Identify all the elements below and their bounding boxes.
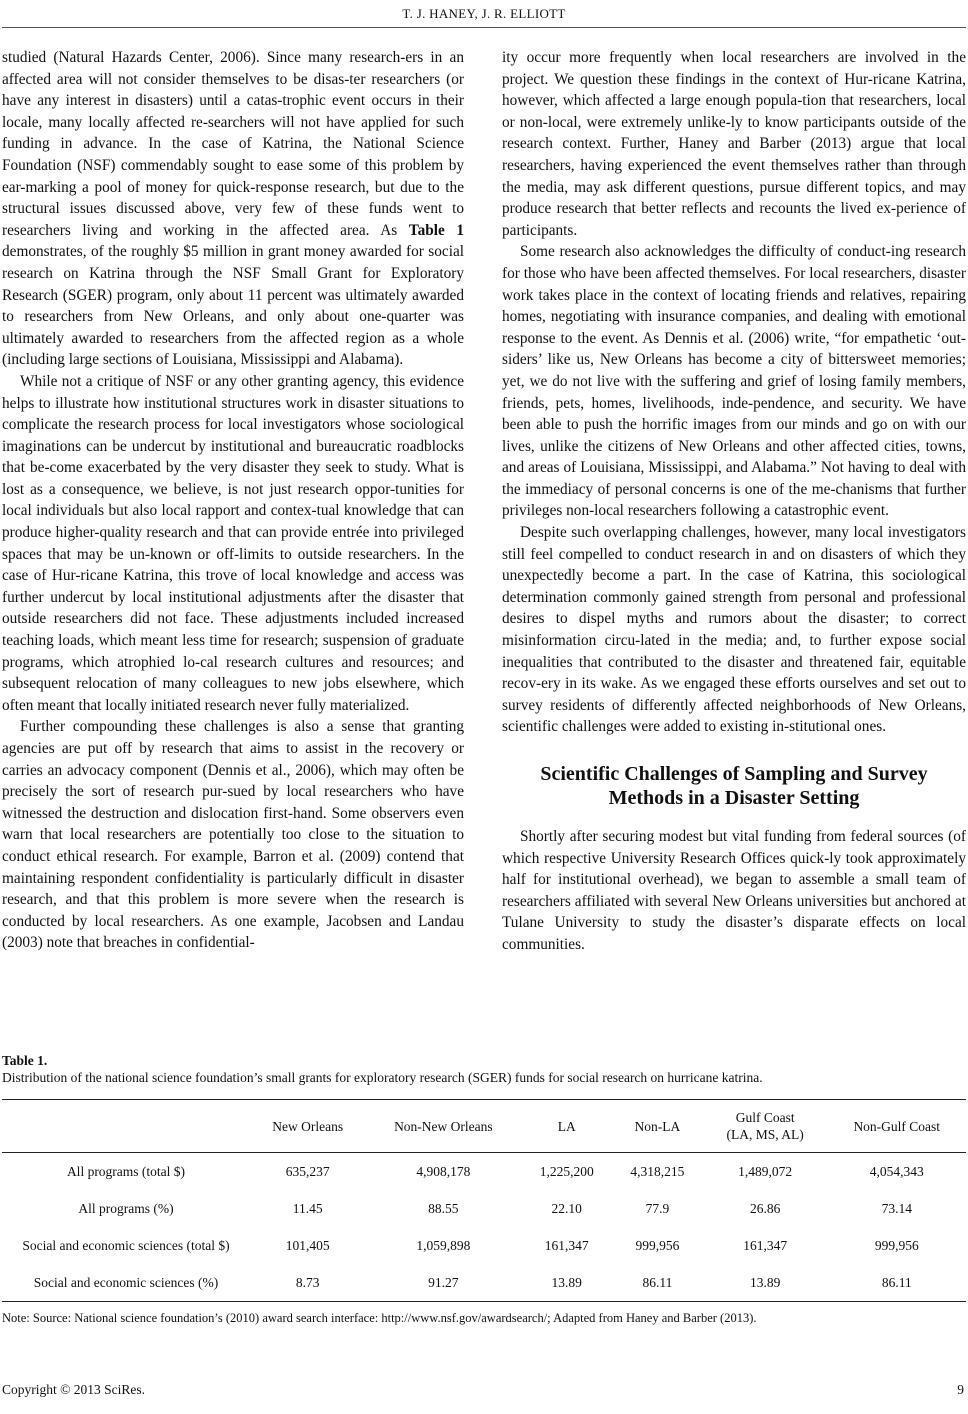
table-row	[2, 1264, 966, 1302]
running-head: T. J. HANEY, J. R. ELLIOTT	[402, 6, 566, 21]
table-1-block	[2, 1052, 966, 1326]
table-caption: Distribution of the national science foundation’s small grants for exploratory research (SGER) funds for social research on hurricane katrina.	[2, 1070, 763, 1085]
left-column	[2, 47, 464, 954]
table-header-cell: Non-New Orleans	[394, 1118, 493, 1134]
left-paragraph-1-text-b: demonstrates, of the roughly $5 million in grant money awarded for social research on Katrina through the NSF Small Grant for Exploratory Research (SGER) program, only about 11 percent was ultimately awarded to researchers from New Orleans, and only about one-quarter was ultimately awarded to researchers from the affected region as a whole (including large sections of Louisiana, Mississippi and Alabama).	[2, 243, 464, 369]
table-header-row	[2, 1100, 966, 1153]
left-paragraph-1-text-a: studied (Natural Hazards Center, 2006). Since many research-ers in an affected area will not consider themselves to be disas-ter researchers (or have any interest in disasters) until a catas-trophic event occurs in their locale, many locally affected re-searchers will not have applied for such funding in advance. In the case of Katrina, the National Science Foundation (NSF) commendably sought to ease some of this problem by ear-marking a pool of money for quick-response research, but due to the structural issues discussed above, very few of these funds went to researchers living and working in the affected area. As	[2, 49, 464, 239]
right-paragraph-2: Some research also acknowledges the difficulty of conduct-ing research for those who have been affected themselves. For local researchers, disaster work takes place in the context of locating friends and relatives, repairing homes, negotiating with insurance companies, and dealing with emotional response to the event. As Dennis et al. (2006) write, “for empathetic ‘out-siders’ like us, New Orleans has become a city of bittersweet memories; yet, we do not live with the suffering and grief of losing family members, friends, pets, homes, livelihoods, inde-pendence, and security. We have been able to push the horrific images from our minds and go on with our lives, unlike the citizens of New Orleans and other affected cities, towns, and areas of Louisiana, Mississippi, and Alabama.” Not having to deal with the immediacy of personal concerns is one of the me-chanisms that further privileges non-local researchers following a catastrophic event.	[502, 243, 966, 520]
table-row-label: All programs (total $)	[66, 1163, 186, 1179]
table-header-cell	[2, 1100, 250, 1153]
table-cell: 11.45	[292, 1200, 323, 1216]
table-note: Note: Source: National science foundation’s (2010) award search interface: http://www.nsf.gov/awardsearch/; Adapted from Haney and Barber (2013).	[2, 1311, 757, 1325]
table-row-label: Social and economic sciences (%)	[33, 1274, 219, 1290]
table-cell: 4,908,178	[416, 1163, 471, 1179]
sger-funds-table	[2, 1099, 966, 1302]
table-title: Table 1.	[2, 1053, 48, 1068]
table-cell: 86.11	[642, 1274, 673, 1290]
table-cell: 1,225,200	[539, 1163, 594, 1179]
table-row	[2, 1227, 966, 1264]
right-paragraph-4: Shortly after securing modest but vital funding from federal sources (of which respective University Research Offices quick-ly took approximately half for institutional overhead), we began to assemble a small team of researchers affiliated with several New Orleans universities but anchored at Tulane University to study the disaster’s disparate effects on local communities.	[502, 828, 966, 953]
table-cell: 26.86	[749, 1200, 781, 1216]
table-cell: 101,405	[285, 1237, 330, 1253]
left-paragraph-2: While not a critique of NSF or any other granting agency, this evidence helps to illustrate how institutional structures work in disaster situations to complicate the research process for local investigators whose sociological imaginations can be undercut by institutional and bureaucratic roadblocks that be-come exacerbated by the very disaster they seek to study. What is lost as a consequence, we believe, is not just research oppor-tunities for local individuals but also local rapport and contex-tual knowledge that can produce higher-quality research and that can provide entrée into privileged spaces that may be un-known or off-limits to outside researchers. In the case of Hur-ricane Katrina, this trove of local knowledge and access was further undercut by local institutional adjustments after the disaster that outside researchers did not face. These adjustments included increased teaching loads, which meant less time for research; suspension of graduate programs, which atrophied lo-cal research cultures and resources; and subsequent relocation of many colleagues to new jobs elsewhere, which often meant that locally initiated research never fully materialized.	[2, 372, 464, 714]
table-cell: 86.11	[881, 1274, 912, 1290]
table-row-label: All programs (%)	[78, 1200, 174, 1216]
table-cell: 13.89	[551, 1274, 582, 1290]
right-paragraph-1: ity occur more frequently when local researchers are involved in the project. We question these findings in the context of Hur-ricane Katrina, however, which affected a large enough popula-tion that researchers, local or non-local, were extremely unlike-ly to know participants outside of the research context. Further, Haney and Barber (2013) argue that local researchers, having experienced the event themselves rather than through the media, may ask different questions, pursue different topics, and may produce research that better reflects and recounts the lived ex-perience of participants.	[502, 49, 966, 239]
table-cell: 4,318,215	[630, 1163, 685, 1179]
left-paragraph-1	[2, 47, 464, 371]
table-cell: 13.89	[749, 1274, 781, 1290]
table-row	[2, 1153, 966, 1191]
table-cell: 161,347	[743, 1237, 788, 1253]
table-cell: 1,059,898	[416, 1237, 471, 1253]
table-cell: 8.73	[295, 1274, 320, 1290]
table-cell: 1,489,072	[738, 1163, 793, 1179]
section-heading: Scientific Challenges of Sampling and Survey Methods in a Disaster Setting	[540, 763, 928, 809]
table-row-label: Social and economic sciences (total $)	[22, 1237, 230, 1253]
table-header-cell: Gulf Coast (LA, MS, AL)	[726, 1110, 804, 1142]
table-cell: 91.27	[428, 1274, 459, 1290]
table-header-cell: Non-Gulf Coast	[853, 1118, 941, 1134]
header-rule	[2, 27, 966, 28]
table-cell: 77.9	[645, 1200, 670, 1216]
copyright-notice: Copyright © 2013 SciRes.	[2, 1382, 146, 1397]
table-cell: 635,237	[285, 1163, 330, 1179]
table-1-reference: Table 1	[408, 221, 465, 239]
table-cell: 999,956	[874, 1237, 919, 1253]
table-header-cell: New Orleans	[272, 1118, 344, 1134]
table-cell: 88.55	[428, 1200, 459, 1216]
right-column	[502, 47, 966, 956]
right-paragraph-3: Despite such overlapping challenges, however, many local investigators still feel compelled to conduct research in and on disasters of which they unexpectedly become a part. In the case of Katrina, this sociological determination commonly gained strength from personal and professional desires to dispel myths and rumors about the disaster; to correct misinformation circu-lated in the media; and, to further expose social inequalities that contributed to the disaster and threatened fair, equitable recov-ery in its wake. As we engaged these efforts ourselves and set out to survey residents of differently affected neighborhoods of New Orleans, scientific challenges were added to existing in-stitutional ones.	[502, 524, 966, 736]
table-cell: 73.14	[881, 1200, 912, 1216]
table-row	[2, 1190, 966, 1227]
table-header-cell: LA	[557, 1118, 576, 1134]
page-number: 9	[957, 1382, 964, 1397]
left-paragraph-3: Further compounding these challenges is also a sense that granting agencies are put off by research that aims to assist in the recovery or carries an advocacy component (Dennis et al., 2006), which may often be precisely the sort of research pur-sued by local researchers who have witnessed the destruction and dislocation first-hand. Some observers even warn that local researchers are potentially too close to the situation to conduct ethical research. For example, Barron et al. (2009) contend that maintaining respondent confidentiality is particularly difficult in disaster research, and that this problem is more severe when the research is conducted by local researchers. As one example, Jacobsen and Landau (2003) note that breaches in confidential-	[2, 718, 464, 952]
table-cell: 4,054,343	[869, 1163, 924, 1179]
table-cell: 161,347	[544, 1237, 589, 1253]
table-header-cell: Non-LA	[634, 1118, 681, 1134]
table-cell: 999,956	[635, 1237, 680, 1253]
table-cell: 22.10	[551, 1200, 582, 1216]
